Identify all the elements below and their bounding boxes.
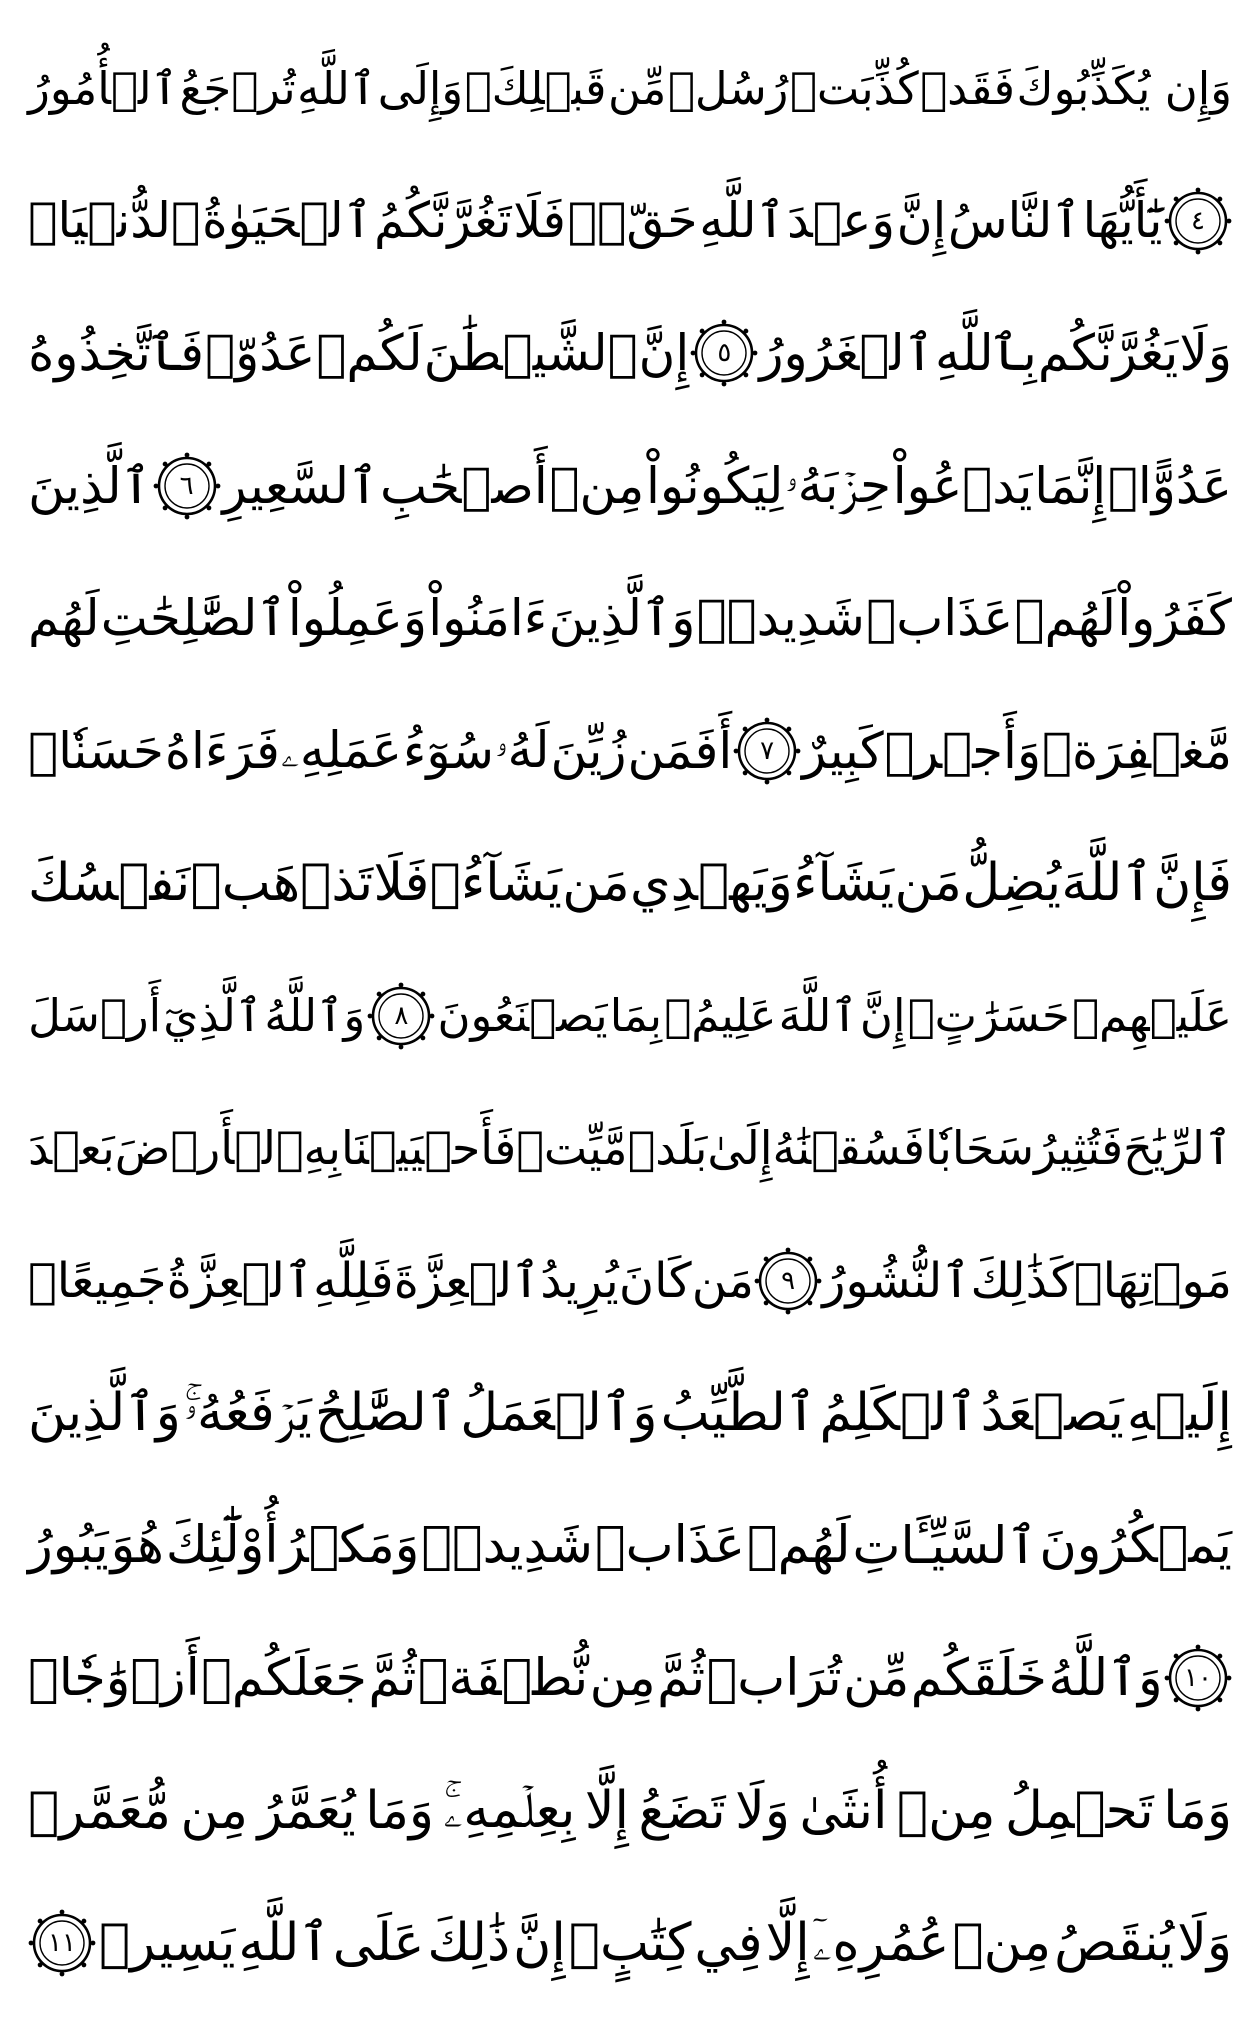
quran-word: ٱلنَّاسُ [947, 192, 1082, 250]
quran-word: كَانَ [618, 1252, 692, 1309]
quran-word: وَٱللَّهُ [264, 989, 366, 1043]
quran-word: مَّغۡفِرَةٞ [1042, 721, 1232, 780]
text-line [28, 817, 1232, 950]
quran-word: ٱلرِّيَٰحَ [1123, 1121, 1232, 1176]
quran-word: تَذۡهَبۡ [190, 853, 374, 914]
quran-word: ٱلدُّنۡيَاۖ [28, 192, 201, 250]
quran-word: تَغُرَّنَّكُمُ [374, 192, 512, 250]
quran-word: كُذِّبَتۡ [789, 61, 919, 115]
quran-word: ٱلۡغَرُورُ [759, 324, 934, 383]
quran-word: وَمَا [365, 1780, 435, 1841]
quran-word: ٱلصَّٰلِحَٰتِ [100, 589, 287, 648]
quran-word: إِلَّا [584, 1780, 629, 1841]
quran-word: زُيِّنَ [550, 721, 627, 780]
quran-word: أَصۡحَٰبِ [379, 456, 548, 515]
ayah-number: ٤ [1191, 205, 1205, 236]
quran-word: فَٱتَّخِذُوهُ [28, 324, 205, 383]
quran-word: كِتَٰبٍۚ [568, 1913, 692, 1974]
quran-word: إِلَىٰ [707, 1121, 773, 1176]
quran-word: عُمُرِهِۦٓ [812, 1912, 950, 1973]
ayah-end-marker-icon [367, 982, 435, 1050]
quran-word: قَبۡلِكَۚ [464, 61, 607, 115]
quran-word: مِنۡ [896, 1780, 996, 1841]
quran-word: يَرۡفَعُهُۥۚ [183, 1382, 312, 1443]
quran-word: حَسَرَٰتٍۚ [907, 989, 1070, 1043]
quran-word: أُنثَىٰ [799, 1780, 888, 1841]
quran-word: ثُمَّ [368, 1648, 417, 1708]
quran-word: سُوٓءُ [402, 721, 495, 780]
quran-word: لِيَكُونُواْ [646, 456, 784, 515]
quran-word: حَقّٞۖ [567, 192, 698, 250]
ayah-end-marker-icon [153, 452, 221, 520]
quran-word: كَذَٰلِكَ [970, 1252, 1074, 1309]
quran-word: يَغُرَّنَّكُم [1037, 324, 1179, 383]
quran-word: مَن [691, 1252, 754, 1309]
quran-word: بَعۡدَ [28, 1121, 115, 1176]
quran-word: شَدِيدٞۖ [696, 589, 865, 648]
ayah-end-marker-icon [754, 1247, 822, 1315]
quran-word: بَلَدٖ [627, 1121, 708, 1176]
quran-word: كَبِيرٌ [802, 721, 884, 780]
quran-word: يُنقَصُ [1054, 1913, 1175, 1974]
quran-word: فَلِلَّهِ [313, 1252, 394, 1309]
quran-word: إِنَّ [859, 989, 906, 1043]
quran-word: لَهُۥ [495, 721, 550, 780]
quran-word: ٱلۡأَرۡضَ [114, 1121, 304, 1176]
quran-word: سَحَابٗا [925, 1121, 1035, 1176]
quran-word: فَرَءَاهُ [164, 721, 280, 780]
quran-word: جَعَلَكُمۡ [201, 1648, 367, 1708]
quran-word: عَدُوًّاۚ [1107, 456, 1232, 515]
text-line [28, 552, 1232, 685]
ayah-number: ٧ [760, 735, 775, 766]
quran-word: ٱللَّهَ [778, 989, 858, 1043]
quran-word: بِهِ [303, 1121, 341, 1176]
quran-word: تَضَعُ [638, 1780, 726, 1841]
quran-word: شَدِيدٞۖ [421, 1516, 594, 1576]
quran-word: فَقَدۡ [920, 61, 1016, 115]
quran-word: فِي [694, 1913, 763, 1974]
quran-word: عَذَابٞ [595, 1516, 746, 1576]
quran-word: بِمَا [609, 989, 663, 1043]
quran-word: ٱلسَّعِيرِ [222, 456, 379, 515]
text-line [28, 1347, 1232, 1480]
text-line [28, 287, 1232, 420]
quran-word: لَهُم [28, 589, 100, 648]
quran-word: ٱلطَّيِّبُ [660, 1383, 817, 1444]
quran-word: إِلَّا [765, 1913, 810, 1974]
quran-word: مَن [562, 853, 630, 914]
quran-word: يَدۡعُواْ [892, 456, 1033, 515]
ayah-number: ١٠ [1184, 1663, 1212, 1694]
quran-word: وَلَا [735, 1780, 790, 1841]
quran-word: يَبُورُ [28, 1516, 109, 1576]
text-line [28, 22, 1232, 155]
quran-word: أَرۡسَلَ [28, 989, 162, 1043]
quran-word: مِنۡ [549, 456, 645, 515]
quran-word: عَلَى [332, 1913, 425, 1974]
quran-word: وَلَا [1177, 1913, 1232, 1974]
quran-word: مِن [589, 1648, 656, 1708]
ayah-number: ١١ [48, 1928, 76, 1959]
quran-word: نُّطۡفَةٖ [417, 1648, 589, 1708]
quran-word: إِنَّ [638, 324, 690, 383]
quran-word: خَلَقَكُم [910, 1648, 1047, 1708]
quran-word: إِلَيۡهِ [1126, 1383, 1232, 1444]
text-line [28, 1215, 1232, 1348]
quran-word: عَلَيۡهِمۡ [1071, 989, 1232, 1043]
quran-word: يُضِلُّ [962, 853, 1062, 914]
ayah-end-marker-icon [733, 717, 801, 785]
quran-word: مِّن [608, 61, 667, 115]
text-line [28, 685, 1232, 818]
quran-word: ثُمَّ [657, 1648, 706, 1708]
quran-word: عَدُوّٞ [205, 324, 316, 383]
quran-word: ٱلنُّشُورُ [822, 1252, 971, 1309]
quran-word: لَكُمۡ [316, 324, 423, 383]
quran-word: نَفۡسُكَ [28, 853, 191, 914]
ayah-end-marker-icon [690, 319, 758, 387]
quran-word: يُرِيدُ [540, 1252, 619, 1309]
quran-word: وَعۡدَ [786, 192, 895, 250]
quran-word: كَفَرُواْ [1117, 589, 1232, 648]
quran-word: إِنَّ [896, 192, 947, 250]
quran-word: تُرَابٖ [706, 1648, 842, 1708]
quran-word: أَزۡوَٰجٗاۚ [28, 1648, 200, 1708]
quran-word: يَشَآءُ [793, 853, 895, 914]
quran-word: ٱلشَّيۡطَٰنَ [423, 324, 638, 383]
quran-word: وَيَهۡدِي [629, 853, 793, 914]
quran-word: عَلِيمُۢ [664, 989, 777, 1043]
quran-word: أُوْلَٰٓئِكَ [165, 1516, 279, 1576]
quran-word: يَصۡنَعُونَ [437, 989, 608, 1043]
quran-word: بِعِلۡمِهِۦۚ [443, 1780, 576, 1841]
quran-word: وَٱلۡعَمَلُ [460, 1383, 658, 1444]
quran-word: فَأَحۡيَيۡنَا [340, 1121, 517, 1176]
quran-word: فَتُثِيرُ [1034, 1121, 1124, 1176]
quran-word: وَإِن يُكَذِّبُوكَ [1016, 61, 1232, 115]
quran-word: يَصۡعَدُ [980, 1383, 1124, 1444]
quran-word: يَٰٓأَيُّهَا [1082, 192, 1163, 250]
quran-word: تَحۡمِلُ [1005, 1780, 1154, 1841]
text-line [28, 1082, 1232, 1215]
quran-word: حَسَنٗاۖ [28, 721, 164, 780]
quran-word: ٱلۡعِزَّةَ [393, 1252, 541, 1309]
text-line [28, 950, 1232, 1083]
quran-word: فَسُقۡنَٰهُ [772, 1121, 925, 1176]
quran-word: وَمَكۡرُ [280, 1516, 420, 1576]
quran-word: فَلَا [513, 192, 566, 250]
text-line [28, 420, 1232, 553]
quran-word: حِزۡبَهُۥ [785, 456, 892, 515]
quran-word: وَلَا [1179, 324, 1232, 383]
quran-word: جَمِيعًاۚ [28, 1252, 167, 1309]
text-line [28, 1612, 1232, 1745]
quran-word: ٱلصَّٰلِحُ [314, 1383, 458, 1444]
quran-word: ٱلَّذِيٓ [163, 989, 263, 1043]
quran-word: تُرۡجَعُ [179, 61, 296, 115]
quran-word: ٱلَّذِينَ [28, 456, 151, 515]
ayah-end-marker-icon [28, 1909, 96, 1977]
quran-word: مُّعَمَّرٖ [28, 1780, 172, 1841]
quran-word: رُسُلٞ [667, 61, 789, 115]
quran-word: وَٱللَّهُ [1048, 1649, 1163, 1709]
quran-word: وَأَجۡرٞ [884, 721, 1042, 780]
quran-word: فَلَا [373, 853, 430, 914]
quran-word: يُعَمَّرُ [257, 1780, 356, 1841]
quran-word: مِن [180, 1780, 248, 1841]
quran-word: فَإِنَّ [1153, 853, 1232, 914]
quran-word: يَشَآءُۖ [429, 853, 562, 914]
quran-word: ٱللَّهِ [238, 1913, 330, 1974]
quran-word: وَمَا [1163, 1780, 1232, 1841]
quran-word: مِنۡ [952, 1913, 1052, 1974]
ayah-number: ٦ [179, 470, 194, 501]
quran-word: ذَٰلِكَ [427, 1913, 511, 1974]
quran-word: يَسِيرٞ [98, 1913, 236, 1974]
text-line [28, 1480, 1232, 1613]
ayah-end-marker-icon [1164, 187, 1232, 255]
quran-word: عَذَابٞ [866, 589, 1014, 648]
quran-word: ٱلۡأُمُورُ [28, 61, 178, 115]
quran-word: بِٱللَّهِ [934, 324, 1037, 383]
ayah-end-marker-icon [1164, 1644, 1232, 1712]
quran-word: عَمَلِهِۦ [280, 721, 402, 780]
quran-word: إِنَّمَا [1034, 456, 1107, 515]
quran-word: هُوَ [110, 1516, 164, 1576]
quran-word: مَن [894, 853, 962, 914]
quran-word: مَوۡتِهَاۚ [1073, 1252, 1232, 1309]
quran-word: وَٱلَّذِينَ [548, 589, 696, 648]
quran-word: ءَامَنُواْ [428, 589, 548, 648]
quran-word: مَّيِّتٖ [516, 1121, 628, 1176]
quran-text-block [28, 22, 1232, 2010]
quran-word: يَمۡكُرُونَ [1039, 1516, 1232, 1576]
quran-word: وَعَمِلُواْ [287, 589, 428, 648]
quran-word: ٱللَّهَ [1061, 853, 1153, 914]
quran-word: ٱللَّهِ [297, 61, 377, 115]
quran-word: ٱلۡحَيَوٰةُ [201, 192, 373, 250]
quran-word: ٱلۡعِزَّةُ [166, 1252, 313, 1309]
ayah-number: ٩ [781, 1265, 796, 1296]
ayah-number: ٥ [717, 338, 732, 369]
ayah-number: ٨ [394, 1000, 409, 1031]
text-line [28, 1877, 1232, 2010]
quran-word: لَهُمۡ [1014, 589, 1117, 648]
quran-word: إِنَّ [513, 1913, 566, 1974]
quran-word: مِّن [843, 1648, 910, 1708]
quran-word: ٱللَّهِ [699, 192, 786, 250]
quran-word: ٱلسَّيِّـَٔاتِ [852, 1516, 1038, 1576]
quran-word: أَفَمَن [627, 721, 733, 780]
quran-word: ٱلۡكَلِمُ [819, 1383, 978, 1444]
text-line [28, 155, 1232, 288]
quran-word: لَهُمۡ [746, 1516, 851, 1576]
quran-word: وَٱلَّذِينَ [28, 1383, 181, 1444]
text-line [28, 1745, 1232, 1878]
quran-word: وَإِلَى [377, 61, 464, 115]
